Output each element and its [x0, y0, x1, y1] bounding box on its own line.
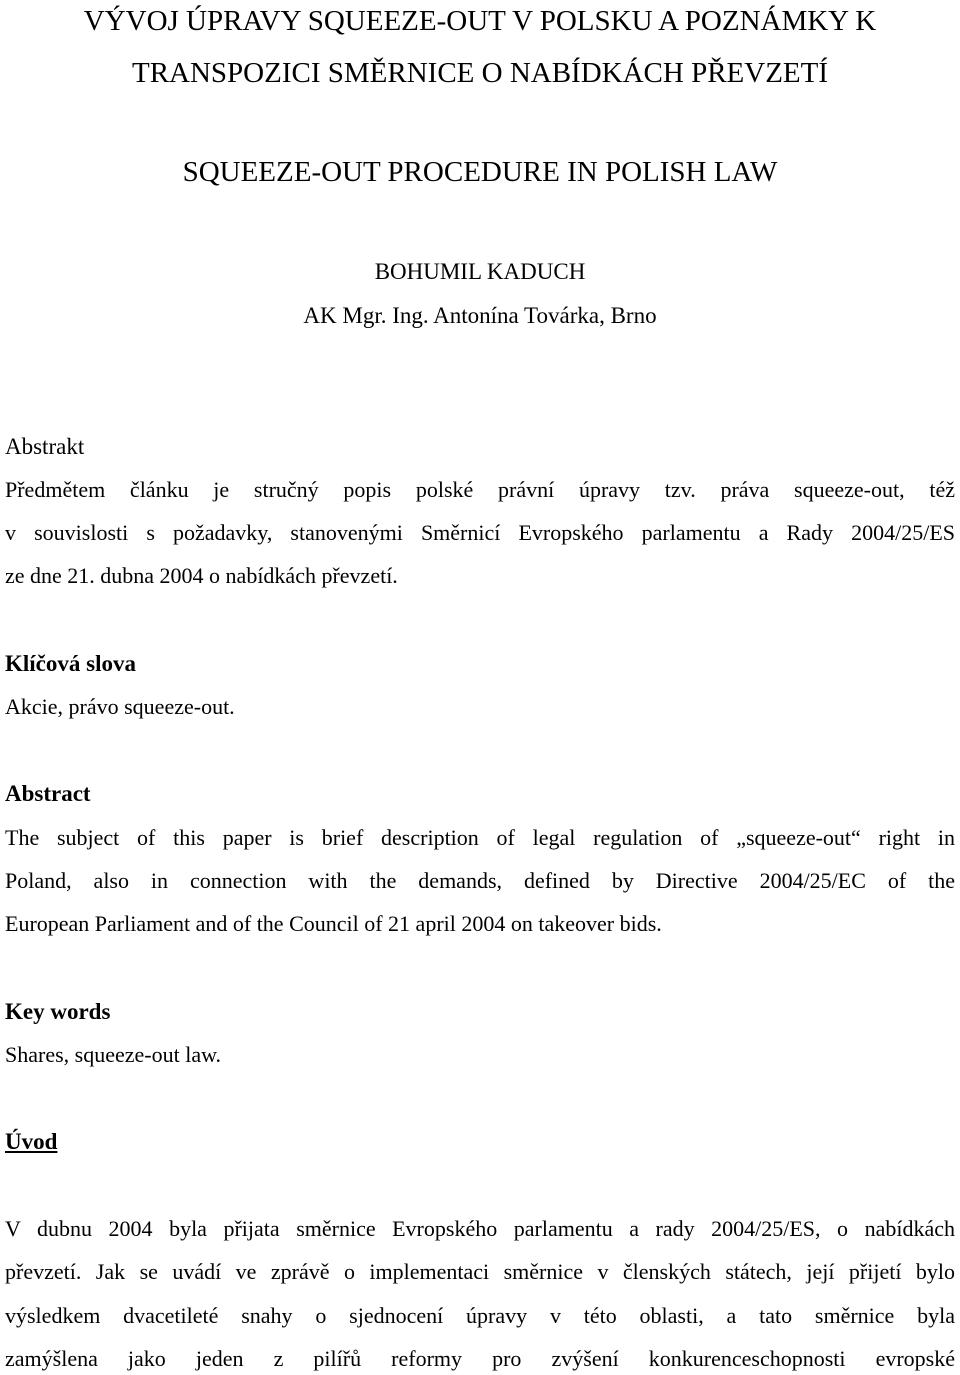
author-name: BOHUMIL KADUCH — [374, 259, 586, 284]
abstract-line-3: European Parliament and of the Council of 21 april 2004 on takeover bids. — [5, 911, 662, 936]
title-line-1: VÝVOJ ÚPRAVY SQUEEZE-OUT V POLSKU A POZNÁMKY K — [83, 5, 877, 37]
abstrakt-line-3: ze dne 21. dubna 2004 o nabídkách převzetí. — [5, 563, 398, 588]
uvod-line-1: V dubnu 2004 byla přijata směrnice Evropského parlamentu a rady 2004/25/ES, o nabídkách — [5, 1216, 955, 1241]
abstract-line-1: The subject of this paper is brief description of legal regulation of „squeeze-out“ right in — [5, 825, 955, 850]
abstract-heading: Abstract — [5, 781, 91, 806]
title-line-2: TRANSPOZICI SMĚRNICE O NABÍDKÁCH PŘEVZETÍ — [131, 57, 828, 89]
abstrakt-heading: Abstrakt — [5, 434, 85, 459]
uvod-line-3: výsledkem dvacetileté snahy o sjednocení úpravy v této oblasti, a tato směrnice byla — [5, 1303, 955, 1328]
uvod-line-4: zamýšlena jako jeden z pilířů reformy pro zvýšení konkurenceschopnosti evropské — [5, 1346, 955, 1371]
uvod-heading: Úvod — [5, 1129, 58, 1154]
klicova-slova-text: Akcie, právo squeeze-out. — [5, 694, 235, 719]
uvod-line-2: převzetí. Jak se uvádí ve zprávě o implementaci směrnice v členských státech, její přijetí bylo — [5, 1259, 955, 1284]
key-words-text: Shares, squeeze-out law. — [5, 1042, 222, 1067]
abstract-line-2: Poland, also in connection with the demands, defined by Directive 2004/25/EC of the — [5, 868, 955, 893]
abstrakt-line-2: v souvislosti s požadavky, stanovenými Směrnicí Evropského parlamentu a Rady 2004/25/ES — [5, 520, 955, 545]
key-words-heading: Key words — [5, 999, 111, 1024]
abstrakt-line-1: Předmětem článku je stručný popis polské právní úpravy tzv. práva squeeze-out, též — [5, 477, 955, 502]
author-affiliation: AK Mgr. Ing. Antonína Továrka, Brno — [303, 303, 657, 328]
klicova-slova-heading: Klíčová slova — [5, 651, 136, 676]
title-english: SQUEEZE-OUT PROCEDURE IN POLISH LAW — [182, 156, 778, 188]
